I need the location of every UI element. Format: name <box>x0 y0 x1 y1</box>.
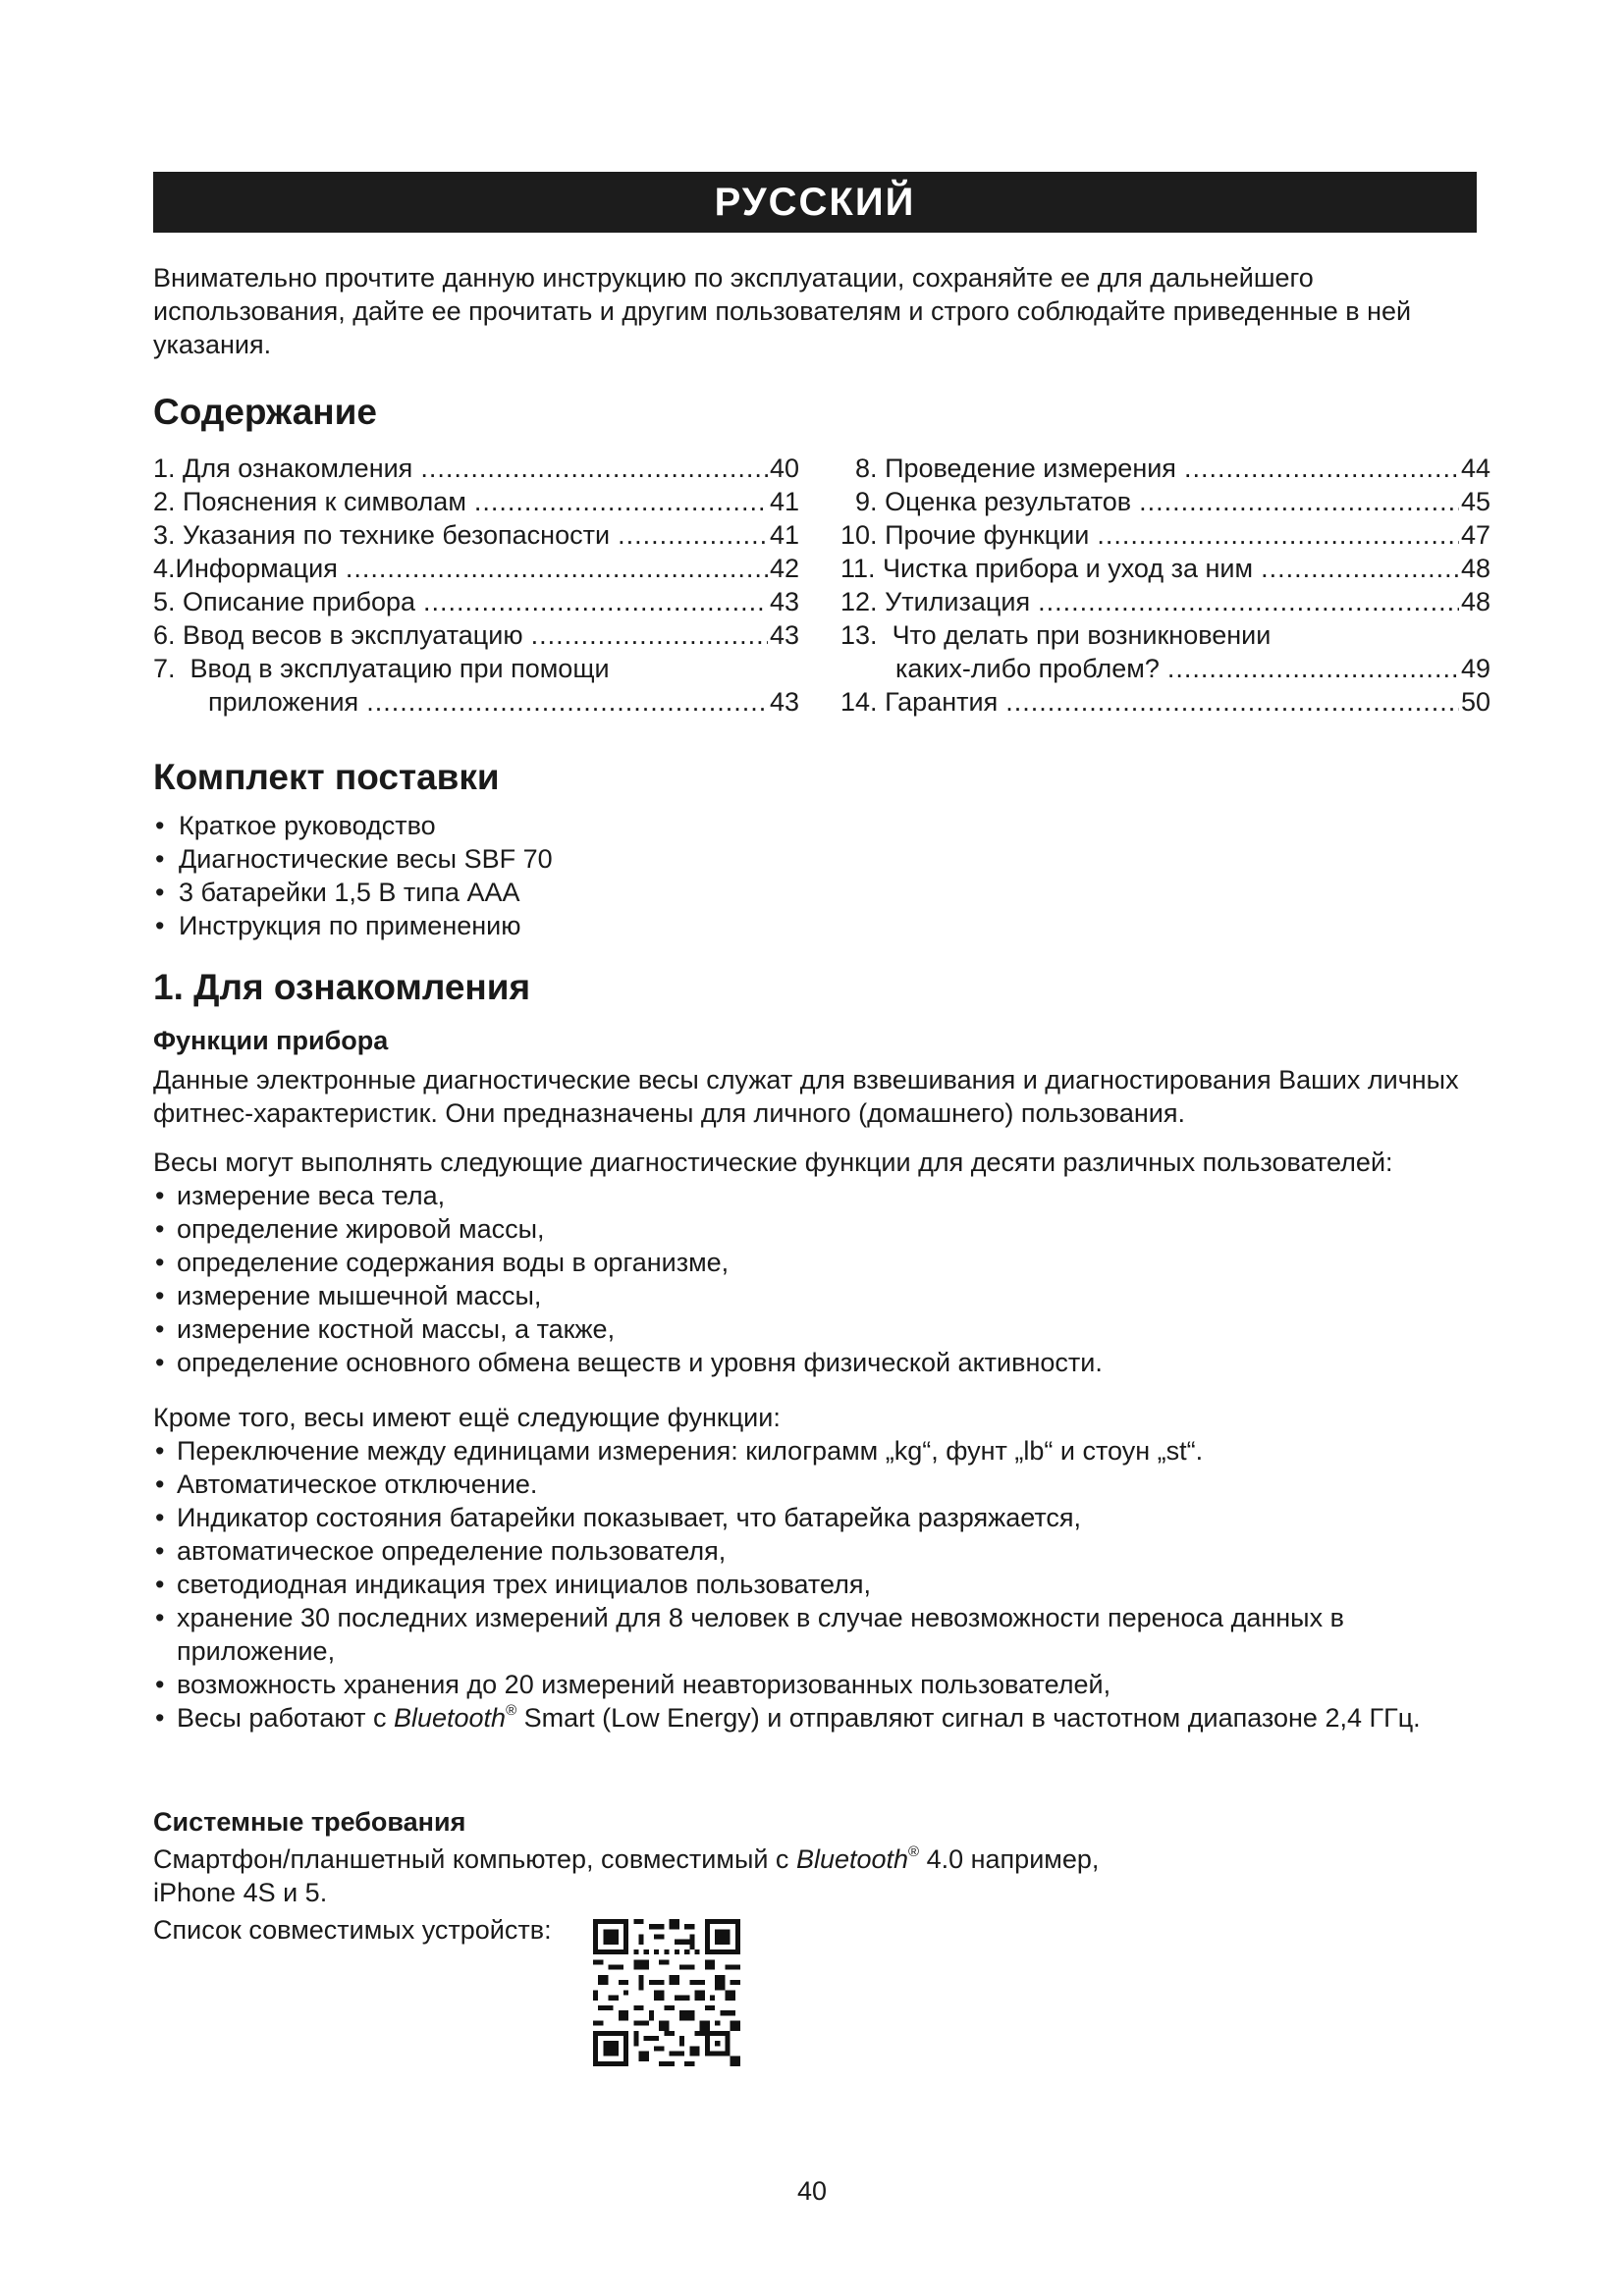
language-banner: РУССКИЙ <box>153 172 1477 233</box>
list-item: • Инструкция по применению <box>153 909 1489 942</box>
list-item: • 3 батарейки 1,5 В типа AAA <box>153 876 1489 909</box>
list-item: • определение содержания воды в организме, <box>153 1246 1489 1279</box>
list-item: • Автоматическое отключение. <box>153 1468 1489 1501</box>
list-item: • Диагностические весы SBF 70 <box>153 842 1489 876</box>
diagnostic-functions-list <box>153 1179 1489 1379</box>
toc-entry-continuation[interactable]: каких-либо проблем? ..... 49 <box>840 652 1490 685</box>
list-item: • Переключение между единицами измерения: килограмм „kg“, фунт „lb“ и стоун „st“. <box>153 1434 1489 1468</box>
page-number: 40 <box>796 2176 828 2206</box>
list-item: • автоматическое определение пользователя, <box>153 1534 1489 1568</box>
toc-right-column <box>840 452 1490 719</box>
list-item: • Весы работают с Bluetooth® Smart (Low Energy) и отправляют сигнал в частотном диапазоне 2,4 ГГц. <box>153 1701 1434 1735</box>
delivery-list <box>153 809 1489 942</box>
toc-entry-continuation[interactable]: приложения ..... 43 <box>153 685 799 719</box>
toc-entry[interactable]: 4. Информация ..... 42 <box>153 552 799 585</box>
system-requirements-heading: Системные требования <box>153 1807 466 1837</box>
toc-entry[interactable]: 8. Проведение измерения ..... 44 <box>840 452 1490 485</box>
functions-heading: Функции прибора <box>153 1026 389 1055</box>
toc-entry[interactable]: 14. Гарантия ..... 50 <box>840 685 1490 719</box>
list-item: • измерение веса тела, <box>153 1179 1489 1212</box>
functions-paragraph: Данные электронные диагностические весы служат для взвешивания и диагностирования Ваших личных фитнес-характеристик. Они предназначены для личного (домашнего) пользования. <box>153 1065 1459 1128</box>
toc-entry[interactable]: 13. Что делать при возникновении <box>840 620 1272 650</box>
list-item: • хранение 30 последних измерений для 8 человек в случае невозможности переноса данных в приложение, <box>153 1601 1434 1668</box>
list-item: • светодиодная индикация трех инициалов пользователя, <box>153 1568 1489 1601</box>
toc-title: Содержание <box>153 392 377 432</box>
extra-functions-intro: Кроме того, весы имеют ещё следующие функции: <box>153 1403 781 1432</box>
extra-functions-list <box>153 1434 1489 1735</box>
intro-paragraph: Внимательно прочтите данную инструкцию по эксплуатации, сохраняйте ее для дальнейшего использования, дайте ее прочитать и другим пользователям и строго соблюдайте приведенные в ней указания. <box>153 263 1412 359</box>
toc-entry[interactable]: 10. Прочие функции ..... 47 <box>840 518 1490 552</box>
list-item: • измерение мышечной массы, <box>153 1279 1489 1312</box>
system-requirements-text: Смартфон/планшетный компьютер, совместимый с Bluetooth® 4.0 например, <box>153 1843 1100 1874</box>
list-item: • возможность хранения до 20 измерений неавторизованных пользователей, <box>153 1668 1489 1701</box>
list-item: • определение жировой массы, <box>153 1212 1489 1246</box>
section-title: 1. Для ознакомления <box>153 967 531 1007</box>
diagnostic-intro: Весы могут выполнять следующие диагностические функции для десяти различных пользователей: <box>153 1148 1393 1177</box>
system-requirements-devices: iPhone 4S и 5. <box>153 1878 328 1907</box>
list-item: • Краткое руководство <box>153 809 1489 842</box>
toc-entry[interactable]: 6. Ввод весов в эксплуатацию ..... 43 <box>153 618 799 652</box>
toc-entry[interactable]: 5. Описание прибора ..... 43 <box>153 585 799 618</box>
delivery-title: Комплект поставки <box>153 757 500 797</box>
list-item: • Индикатор состояния батарейки показывает, что батарейка разряжается, <box>153 1501 1489 1534</box>
toc-left-column <box>153 452 799 719</box>
list-item: • измерение костной массы, а также, <box>153 1312 1489 1346</box>
toc-entry[interactable]: 2. Пояснения к символам ..... 41 <box>153 485 799 518</box>
toc-entry[interactable]: 1. Для ознакомления ..... 40 <box>153 452 799 485</box>
list-item: • определение основного обмена веществ и уровня физической активности. <box>153 1346 1489 1379</box>
toc-entry[interactable]: 7. Ввод в эксплуатацию при помощи <box>153 654 610 683</box>
qr-code-icon[interactable] <box>593 1919 740 2066</box>
toc-entry[interactable]: 12. Утилизация ..... 48 <box>840 585 1490 618</box>
toc-entry[interactable]: 11. Чистка прибора и уход за ним ..... 48 <box>840 552 1490 585</box>
toc-entry[interactable]: 3. Указания по технике безопасности ..... 41 <box>153 518 799 552</box>
toc-entry[interactable]: 9. Оценка результатов ..... 45 <box>840 485 1490 518</box>
compatible-devices-label: Список совместимых устройств: <box>153 1915 552 1945</box>
